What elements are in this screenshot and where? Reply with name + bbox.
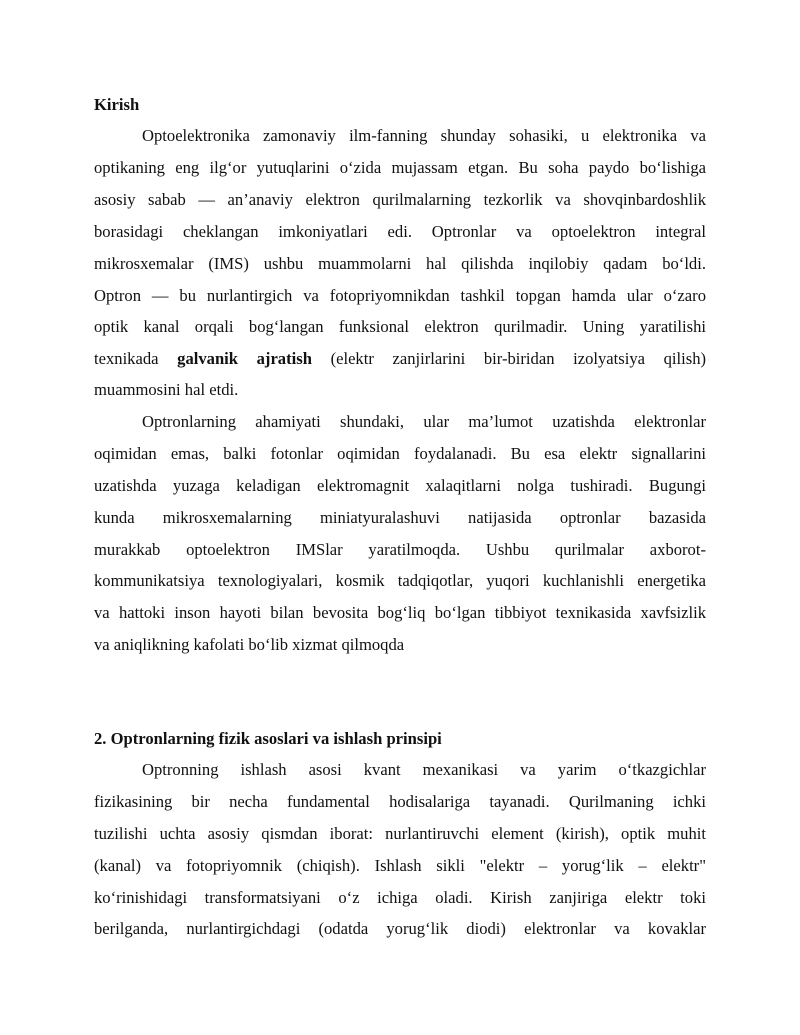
- paragraph-line: ko‘rinishidagi transformatsiyani o‘z ichiga oladi. Kirish zanjiriga elektr toki: [94, 888, 706, 907]
- paragraph-line: Optoelektronika zamonaviy ilm-fanning shunday sohasiki, u elektronika va: [142, 126, 706, 145]
- paragraph-line: berilganda, nurlantirgichdagi (odatda yorug‘lik diodi) elektronlar va kovaklar: [94, 919, 706, 938]
- paragraph-line: uzatishda yuzaga keladigan elektromagnit xalaqitlarni nolga tushiradi. Bugungi: [94, 476, 706, 495]
- paragraph-line: kunda mikrosxemalarning miniatyuralashuvi natijasida optronlar bazasida: [94, 508, 706, 527]
- section-heading-intro: Kirish: [94, 95, 140, 114]
- paragraph-line-with-emphasis: [94, 349, 706, 369]
- paragraph-line: asosiy sabab — an’anaviy elektron qurilmalarning tezkorlik va shovqinbardoshlik: [94, 190, 706, 209]
- paragraph-line: muammosini hal etdi.: [94, 380, 239, 399]
- paragraph-line: Optronlarning ahamiyati shundaki, ular ma’lumot uzatishda elektronlar: [142, 412, 706, 431]
- paragraph-line: murakkab optoelektron IMSlar yaratilmoqda. Ushbu qurilmalar axborot-: [94, 540, 706, 559]
- paragraph-line: Optronning ishlash asosi kvant mexanikasi va yarim o‘tkazgichlar: [142, 760, 706, 779]
- paragraph-line: va aniqlikning kafolati bo‘lib xizmat qilmoqda: [94, 635, 405, 654]
- paragraph-line: kommunikatsiya texnologiyalari, kosmik tadqiqotlar, yuqori kuchlanishli energetika: [94, 571, 706, 590]
- emphasis-term: galvanik ajratish: [177, 349, 312, 368]
- paragraph-line: optikaning eng ilg‘or yutuqlarini o‘zida mujassam etgan. Bu soha paydo bo‘lishiga: [94, 158, 706, 177]
- paragraph-line: (kanal) va fotopriyomnik (chiqish). Ishlash sikli "elektr – yorug‘lik – elektr": [94, 856, 706, 875]
- section-heading-2: 2. Optronlarning fizik asoslari va ishlash prinsipi: [94, 729, 442, 748]
- paragraph-line: oqimidan emas, balki fotonlar oqimidan foydalanadi. Bu esa elektr signallarini: [94, 444, 706, 463]
- paragraph-line: tuzilishi uchta asosiy qismdan iborat: nurlantiruvchi element (kirish), optik muhit: [94, 824, 706, 843]
- paragraph-line: va hattoki inson hayoti bilan bevosita bog‘liq bo‘lgan tibbiyot texnikasida xavfsizlik: [94, 603, 706, 622]
- paragraph-line: borasidagi cheklangan imkoniyatlari edi. Optronlar va optoelektron integral: [94, 222, 706, 241]
- line-text: texnikada: [94, 349, 159, 368]
- paragraph-line: Optron — bu nurlantirgich va fotopriyomnikdan tashkil topgan hamda ular o‘zaro: [94, 286, 706, 305]
- line-text: (elektr zanjirlarini bir-biridan izolyatsiya qilish): [330, 349, 707, 368]
- paragraph-line: optik kanal orqali bog‘langan funksional elektron qurilmadir. Uning yaratilishi: [94, 317, 706, 336]
- paragraph-line: fizikasining bir necha fundamental hodisalariga tayanadi. Qurilmaning ichki: [94, 792, 706, 811]
- paragraph-line: mikrosxemalar (IMS) ushbu muammolarni hal qilishda inqilobiy qadam bo‘ldi.: [94, 254, 706, 273]
